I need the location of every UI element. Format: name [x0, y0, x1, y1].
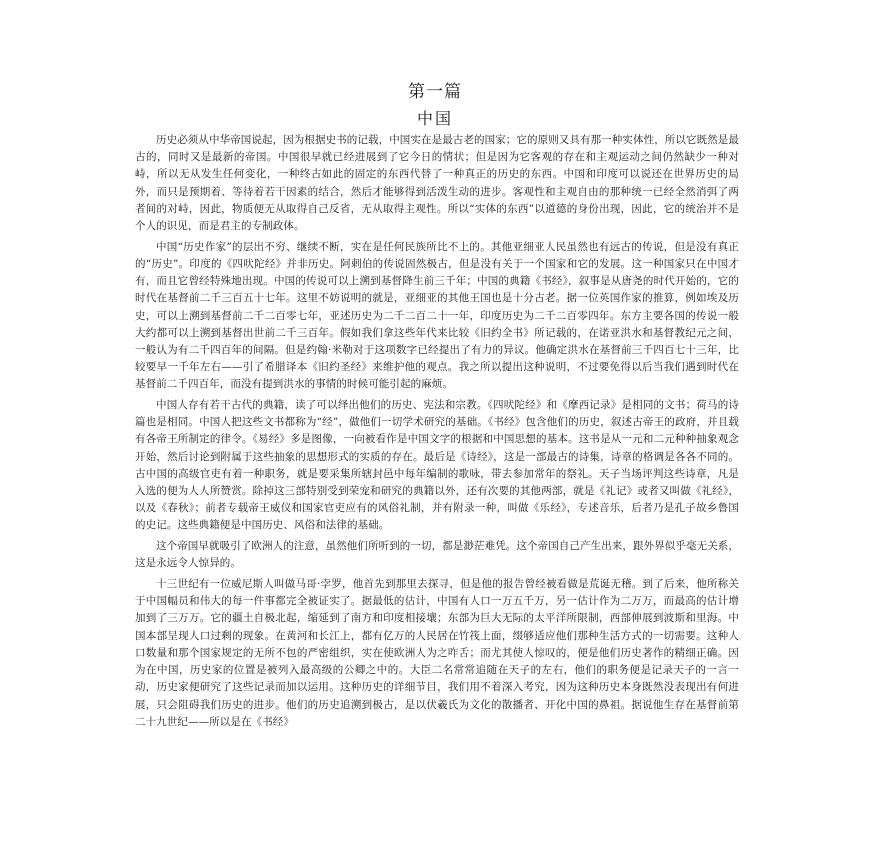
paragraph-2: 中国“历史作家”的层出不穷、继续不断，实在是任何民族所比不上的。其他亚细亚人民虽然也有远古的传说，但是没有真正的“历史”。印度的《四吠陀经》并非历史。阿剌伯的传说固然极古，但是没有关于一个国家和它的发展。这一种国家只在中国才有，而且它曾经特殊地出现。中国的传说可以上溯到基督降生前三千年；中国的典籍《书经》，叙事是从唐尧的时代开始的，它的时代在基督前二千三百五十七年。这里不妨说明的就是，亚细亚的其他王国也是十分古老。据一位英国作家的推算，例如埃及历史，可以上溯到基督前二千二百零七年，亚述历史为二千二百二十一年，印度历史为二千二百零四年。东方主要各国的传说一般大约都可以上溯到基督出世前二千三百年。假如我们拿这些年代来比较《旧约全书》所记载的，在诺亚洪水和基督教纪元之间，一般认为有二千四百年的间隔。但是约翰·米勒对于这项数字已经提出了有力的异议。他确定洪水在基督前三千四百七十三年，比较要早一千年左右——引了希腊译本《旧约圣经》来维护他的观点。我之所以提出这种说明，不过要免得以后当我们遇到时代在基督前二千四百年，而没有提到洪水的事情的时候可能引起的麻烦。: [135, 240, 739, 391]
paragraph-4: 这个帝国早就吸引了欧洲人的注意，虽然他们所听到的一切，都是渺茫难凭。这个帝国自己产生出来，跟外界似乎毫无关系，这是永远令人惊异的。: [135, 540, 739, 570]
chapter-title: 第一篇: [408, 82, 462, 102]
paragraph-3: 中国人存有若干古代的典籍，读了可以绎出他们的历史、宪法和宗教。《四吠陀经》和《摩西记录》是相同的文书；荷马的诗篇也是相同。中国人把这些文书都称为“经”，做他们一切学术研究的基础。《书经》包含他们的历史，叙述古帝王的政府，并且载有各帝王所制定的律令。《易经》多是图像，一向被看作是中国文字的根据和中国思想的基本。这书是从一元和二元种种抽象观念开始，然后讨论到附属于这些抽象的思想形式的实质的存在。最后是《诗经》，这是一部最古的诗集，诗章的格调是各各不同的。古中国的高级官吏有着一种职务，就是要采集所辖封邑中每年编制的歌咏，带去参加常年的祭礼。天子当场评判这些诗章，凡是入选的便为人人所赞赏。除掉这三部特别受到荣宠和研究的典籍以外，还有次要的其他两部，就是《礼记》或者又叫做《礼经》，以及《春秋》；前者专载帝王威仪和国家官吏应有的风俗礼制，并有附录一种，叫做《乐经》，专述音乐，后者乃是孔子故乡鲁国的史记。这些典籍便是中国历史、风俗和法律的基础。: [135, 399, 739, 532]
paragraph-1: 历史必须从中华帝国说起，因为根据史书的记载，中国实在是最古老的国家；它的原则又具有那一种实体性，所以它既然是最古的，同时又是最新的帝国。中国很早就已经进展到了它今日的情状；但是因为它客观的存在和主观运动之间仍然缺少一种对峙，所以无从发生任何变化，一种终古如此的固定的东西代替了一种真正的历史的东西。中国和印度可以说还在世界历史的局外，而只是预期着、等待着若干因素的结合，然后才能够得到活泼生动的进步。客观性和主观自由的那种统一已经全然消弭了两者间的对峙，因此，物质便无从取得自己反省，无从取得主观性。所以“实体的东西”以道德的身份出现，因此，它的统治并不是个人的识见，而是君主的专制政体。: [135, 134, 739, 233]
body-text: [135, 132, 739, 731]
section-title: 中国: [416, 109, 453, 128]
paragraph-5: 十三世纪有一位威尼斯人叫做马哥·孛罗，他首先到那里去探寻，但是他的报告曾经被看做是荒诞无稽。到了后来，他所称关于中国幅员和伟大的每一件事都完全被证实了。据最低的估计，中国有人口一万五千万，另一估计作为二万万，而最高的估计增加到了三万万。它的疆土自极北起，缩延到了南方和印度相接壤；东部为巨大无际的太平洋所限制，西部伸展到波斯和里海。中国本部呈现人口过剩的现象。在黄河和长江上，都有亿万的人民居在竹筏上面，缀够适应他们那种生活方式的一切需要。这种人口数量和那个国家规定的无所不包的严密组织，实在使欧洲人为之咋舌；而尤其使人惊叹的，便是他们历史著作的精细正确。因为在中国，历史家的位置是被列入最高级的公卿之中的。大臣二名常常追随在天子的左右，他们的职务便是记录天子的一言一动，历史家便研究了这些记录而加以运用。这种历史的详细节目，我们用不着深入考究，因为这种历史本身既然没表现出有何进展，只会阻碍我们历史的进步。他们的历史追溯到极古，是以伏羲氏为文化的散播者、开化中国的鼻祖。据说他生存在基督前第二十九世纪——所以是在《书经》: [135, 578, 739, 728]
